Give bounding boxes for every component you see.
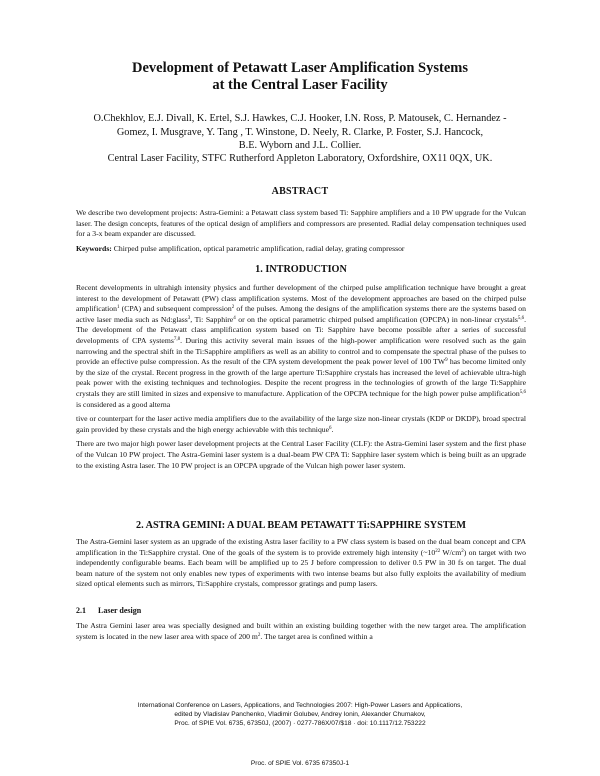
introduction-body — [76, 283, 526, 471]
keywords-label: Keywords: — [76, 243, 112, 253]
citation: 1 — [117, 305, 120, 311]
paper-title — [60, 60, 540, 94]
subsection-number: 2.1 — [76, 606, 86, 615]
footer-line-1: International Conference on Lasers, Applications, and Technologies 2007: High-Power Lasers and Applications, — [137, 702, 463, 709]
citation: 5,6 — [519, 389, 526, 395]
citation: 7,8 — [173, 336, 181, 342]
citation: 4 — [233, 315, 236, 321]
title-line-1: Development of Petawatt Laser Amplification Systems — [132, 60, 468, 76]
section-heading-introduction: 1. INTRODUCTION — [255, 264, 347, 275]
authors-line-2: Gomez, I. Musgrave, Y. Tang , T. Winstone, D. Neely, R. Clarke, P. Foster, S.J. Hancock, — [116, 126, 484, 138]
citation: 2 — [257, 632, 261, 638]
keywords-paragraph — [76, 244, 526, 255]
citation: 2 — [231, 305, 235, 311]
author-list — [66, 112, 534, 153]
laser-design-body — [76, 621, 526, 642]
authors-line-3: B.E. Wyborn and J.L. Collier. — [238, 140, 362, 151]
intro-paragraph-1: Recent developments in ultrahigh intensity physics and further development of the chirped pulse amplification technique have brought a great interest to the development of Petawatt (PW) class amplification systems. Most of the development approaches are based on the chirped pulse amplification$^1$ (CPA) and subsequent compression$^2$ of the pulses. Among the designs of the amplification systems there are the systems based on active laser media such as Nd:glass$^3$, Ti: Sapphire$^4$ or on the optical parametric chirped pulsed amplification (OPCPA) in non-linear crystals$^{5,6}$. The development of the Petawatt class amplification system based on Ti: Sapphire have become possible after a series of successful developments of CPA systems$^{7,8}$. During this activity several main issues of the high-power amplification were resolved such as the gain narrowing and the spectral shift in the Ti:Sapphire amplifiers as well as an ability to control and to compensate the spectral phase of the pulses to provide an effective pulse compression. As the result of the CPA system development the peak power level of 100 $TW^9$ has become limited only by the size of the crystal. Recent progress in the growth of the large aperture Ti:Sapphire crystals has increased the level of achievable ultra-high peak power with the existing techniques and technologies. Despite the recent progress in the technologies of growth of the large Ti:Sapphire crystals they are still limited in sizes and expensive to manufacture. Application of the OPCPA technique for the high power pulse amplification$^{5,6}$ is considered as a good alterna — [76, 283, 527, 409]
subsection-title: Laser design — [98, 606, 142, 615]
intro-paragraph-2: tive or counterpart for the laser active media amplifiers due to the availability of the large size non-linear crystals (KDP or DKDP), broad spectral gain provided by these crystals and the high energy achievable with this technique$^6$. — [76, 414, 526, 434]
section-2-paragraph-2: The Astra Gemini laser area was specially designed and built within an existing building together with the new target area. The amplification system is located in the new laser area with space of 200 $m^2$. The target area is confined within a — [76, 621, 526, 641]
citation: 5,6 — [517, 315, 525, 321]
citation: 22 — [435, 548, 441, 554]
authors-line-1: O.Chekhlov, E.J. Divall, K. Ertel, S.J. Hawkes, C.J. Hooker, I.N. Ross, P. Matousek, C. Hernandez - — [93, 113, 507, 124]
section-heading-astra-gemini: 2. ASTRA GEMINI: A DUAL BEAM PETAWATT Ti:SAPPHIRE SYSTEM — [136, 520, 466, 531]
keywords-text: Chirped pulse amplification, optical parametric amplification, radial delay, grating compressor — [111, 243, 405, 253]
subsection-heading-laser-design — [76, 606, 526, 615]
section-2-body — [76, 537, 526, 590]
citation: 2 — [461, 548, 464, 554]
footer-line-2: edited by Vladislav Panchenko, Vladimir Golubev, Andrey Ionin, Alexander Chumakov, — [174, 710, 426, 718]
abstract-text: We describe two development projects: Astra-Gemini: a Petawatt class system based Ti: Sapphire amplifiers and a 10 PW upgrade for the Vulcan laser. The design concepts, features of the optical design of amplifiers and compressors are presented. Radial delay compensation techniques used for a 3-x beam expander are discussed. — [76, 208, 526, 239]
citation: 3 — [187, 315, 191, 321]
intro-paragraph-3: There are two major high power laser development projects at the Central Laser Facility (CLF): the Astra-Gemini laser system and the first phase of the Vulcan 10 PW project. The Astra-Gemini laser system is a dual-beam PW CPA Ti: Sapphire laser system which is being built as an upgrade to the existing Astra laser. The 10 PW project is an OPCPA upgrade of the Vulcan high power laser system. — [76, 439, 526, 470]
publication-footer — [60, 702, 540, 728]
citation: 9 — [445, 358, 448, 364]
abstract-heading: ABSTRACT — [271, 186, 329, 197]
affiliation: Central Laser Facility, STFC Rutherford Appleton Laboratory, Oxfordshire, OX11 0QX, UK. — [107, 153, 493, 164]
page-number: Proc. of SPIE Vol. 6735 67350J-1 — [250, 760, 350, 767]
footer-line-3: Proc. of SPIE Vol. 6735, 67350J, (2007) · 0277-786X/07/$18 · doi: 10.1117/12.753222 — [174, 719, 426, 727]
title-line-2: at the Central Laser Facility — [212, 77, 388, 93]
section-2-paragraph-1: The Astra-Gemini laser system as an upgrade of the existing Astra laser facility to a PW class system is based on the dual beam concept and CPA amplification in the Ti:Sapphire crystal. One of the goals of the system is to provide extremely high intensity ($\sim 10^{22}$ $W/cm^2$) on target with two independently configurable beams. Each beam will be amplified up to 25 J before compression to deliver 0.5 PW in 30 fs on target. The dual beam nature of the system not only enables new types of experiments with two intense beams but also fully exploits the availability of medium sized optical elements such as mirrors, Ti:Sapphire crystals, compressor gratings and pump lasers. — [76, 537, 526, 589]
abstract-section — [76, 208, 526, 254]
citation: 6 — [329, 425, 332, 431]
